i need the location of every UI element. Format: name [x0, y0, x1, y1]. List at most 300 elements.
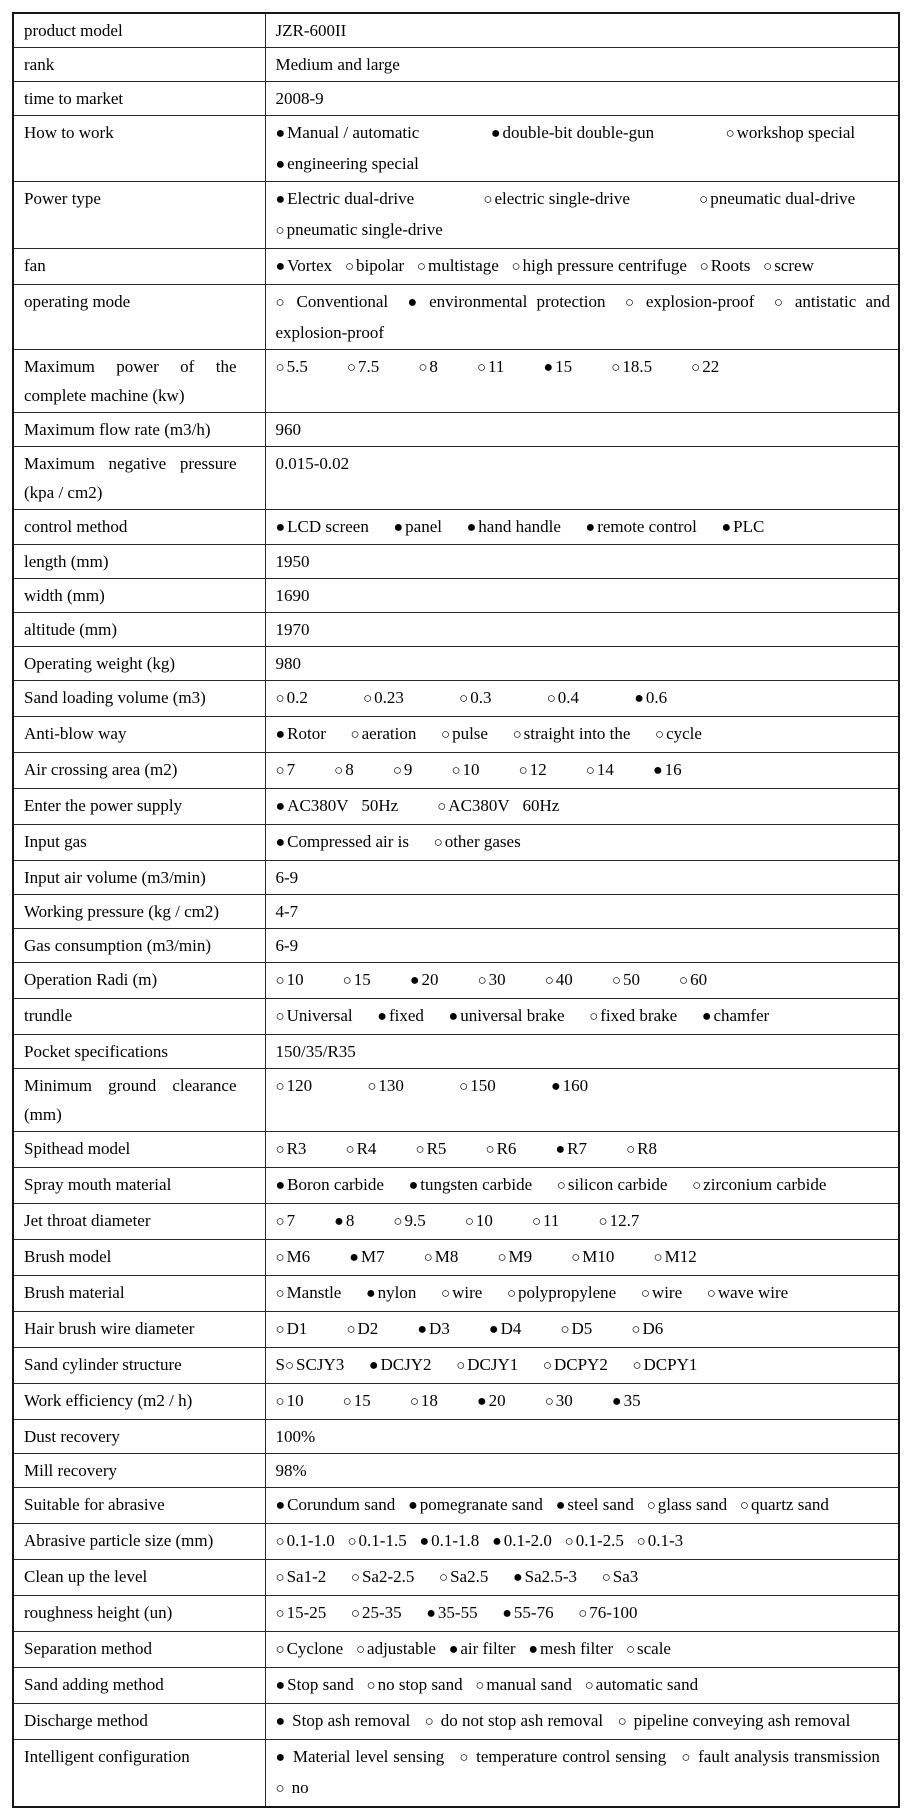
option — [507, 1278, 616, 1309]
option-text: workshop special — [736, 123, 856, 142]
option — [276, 965, 304, 996]
option-text: pneumatic dual-drive — [710, 189, 856, 208]
option — [346, 1314, 378, 1345]
option-text: 22 — [702, 357, 720, 376]
table-row — [13, 1704, 899, 1740]
radio-unselected-icon: ○ — [275, 973, 285, 989]
option-text: R4 — [356, 1139, 377, 1158]
row-value — [265, 579, 899, 613]
table-row — [13, 1454, 899, 1488]
table-row — [13, 1069, 899, 1132]
row-label: How to work — [13, 116, 265, 182]
row-value — [265, 1560, 899, 1596]
option — [589, 1001, 677, 1032]
option-text: Manual / automatic — [287, 123, 420, 142]
option-text: DCJY2 — [380, 1355, 432, 1374]
option — [343, 1386, 371, 1417]
row-label: Separation method — [13, 1632, 265, 1668]
option — [276, 1278, 342, 1309]
row-label: Operation Radi (m) — [13, 963, 265, 999]
option-text: environmental protection — [429, 292, 606, 311]
radio-selected-icon: ● — [490, 125, 501, 142]
option-text: Boron carbide — [287, 1175, 384, 1194]
option — [276, 1747, 445, 1766]
option — [634, 683, 667, 713]
table-row — [13, 1740, 899, 1808]
option-text: 10 — [286, 970, 304, 989]
value-text: 1970 — [275, 620, 310, 639]
radio-selected-icon: ● — [275, 191, 286, 208]
radio-unselected-icon: ○ — [346, 360, 356, 376]
option — [465, 1206, 493, 1237]
radio-selected-icon: ● — [555, 1497, 566, 1514]
radio-selected-icon: ● — [555, 1141, 566, 1158]
option — [556, 1134, 588, 1164]
option-text: nylon — [377, 1283, 417, 1302]
option — [410, 965, 439, 995]
table-row — [13, 249, 899, 285]
table-row — [13, 1560, 899, 1596]
radio-selected-icon: ● — [275, 519, 286, 536]
row-value — [265, 1240, 899, 1276]
radio-unselected-icon: ○ — [626, 1142, 636, 1158]
value-text: 2008-9 — [275, 89, 324, 108]
radio-selected-icon: ● — [275, 1713, 286, 1730]
row-value — [265, 1276, 899, 1312]
row-label: Gas consumption (m3/min) — [13, 929, 265, 963]
option — [441, 719, 488, 750]
row-label: Air crossing area (m2) — [13, 753, 265, 789]
option-text: M7 — [360, 1247, 385, 1266]
radio-unselected-icon: ○ — [366, 1678, 376, 1694]
radio-unselected-icon: ○ — [589, 1009, 599, 1025]
row-label: time to market — [13, 82, 265, 116]
radio-unselected-icon: ○ — [578, 1606, 588, 1622]
table-row — [13, 545, 899, 579]
option — [699, 184, 855, 215]
option-text: silicon carbide — [567, 1175, 668, 1194]
option — [459, 683, 491, 714]
option — [740, 1490, 829, 1521]
radio-unselected-icon: ○ — [275, 1606, 285, 1622]
row-label: Spithead model — [13, 1132, 265, 1168]
option — [441, 1278, 482, 1309]
option-text: Stop ash removal — [292, 1711, 411, 1730]
option-text: wave wire — [717, 1283, 789, 1302]
option-text: R8 — [637, 1139, 658, 1158]
radio-unselected-icon: ○ — [617, 1714, 627, 1730]
radio-selected-icon: ● — [448, 1008, 459, 1025]
radio-selected-icon: ● — [275, 156, 286, 173]
option — [721, 512, 764, 542]
option-text: glass sand — [657, 1495, 728, 1514]
option — [551, 1071, 588, 1101]
option-text: D6 — [642, 1319, 664, 1338]
option-text: Sa3 — [612, 1567, 639, 1586]
row-value — [265, 1312, 899, 1348]
row-label: Operating weight (kg) — [13, 647, 265, 681]
table-row — [13, 717, 899, 753]
option-text: 15 — [353, 1391, 371, 1410]
radio-unselected-icon: ○ — [393, 1214, 403, 1230]
row-value — [265, 681, 899, 717]
row-label: Working pressure (kg / cm2) — [13, 895, 265, 929]
option — [366, 1278, 416, 1308]
option-text: R6 — [496, 1139, 517, 1158]
radio-selected-icon: ● — [512, 1569, 523, 1586]
value-text: 1950 — [275, 552, 310, 571]
radio-unselected-icon: ○ — [409, 1394, 419, 1410]
option-text: M6 — [286, 1247, 311, 1266]
radio-unselected-icon: ○ — [415, 1142, 425, 1158]
radio-selected-icon: ● — [365, 1285, 376, 1302]
option — [409, 1170, 533, 1200]
radio-unselected-icon: ○ — [611, 973, 621, 989]
table-row — [13, 999, 899, 1035]
table-row — [13, 681, 899, 717]
value-text: 0.015-0.02 — [275, 454, 350, 473]
row-value — [265, 999, 899, 1035]
radio-unselected-icon: ○ — [347, 1534, 357, 1550]
radio-selected-icon: ● — [476, 1393, 487, 1410]
option — [276, 1071, 313, 1102]
option-text: Corundum sand — [287, 1495, 396, 1514]
row-label: Abrasive particle size (mm) — [13, 1524, 265, 1560]
option-text: no stop sand — [377, 1675, 463, 1694]
option-text: 160 — [562, 1076, 589, 1095]
option-text: SCJY3 — [296, 1355, 345, 1374]
radio-unselected-icon: ○ — [275, 1534, 285, 1550]
option — [477, 1386, 506, 1416]
option-text: 0.3 — [470, 688, 492, 707]
row-value — [265, 13, 899, 48]
table-row — [13, 929, 899, 963]
row-label: Dust recovery — [13, 1420, 265, 1454]
radio-unselected-icon: ○ — [367, 1079, 377, 1095]
option — [545, 965, 573, 996]
row-label: Mill recovery — [13, 1454, 265, 1488]
option — [544, 352, 573, 382]
option-text: Sa1-2 — [286, 1567, 327, 1586]
radio-unselected-icon: ○ — [342, 1394, 352, 1410]
option — [351, 1598, 402, 1629]
table-row — [13, 182, 899, 249]
option — [343, 965, 371, 996]
option-text: high pressure centrifuge — [522, 256, 687, 275]
option-text: adjustable — [367, 1639, 436, 1658]
option-text: 7.5 — [357, 357, 380, 376]
radio-unselected-icon: ○ — [544, 973, 554, 989]
option-text: Universal — [286, 1006, 353, 1025]
radio-unselected-icon: ○ — [392, 763, 402, 779]
option — [439, 1562, 488, 1593]
option — [491, 118, 654, 148]
option — [276, 1350, 345, 1381]
row-value — [265, 753, 899, 789]
row-label: Power type — [13, 182, 265, 249]
radio-unselected-icon: ○ — [275, 1009, 285, 1025]
option-text: Stop sand — [287, 1675, 354, 1694]
option — [586, 512, 697, 542]
option — [486, 1134, 517, 1165]
radio-selected-icon: ● — [275, 125, 286, 142]
table-row — [13, 82, 899, 116]
option-text: R3 — [286, 1139, 307, 1158]
radio-unselected-icon: ○ — [344, 259, 354, 275]
option — [276, 1711, 411, 1730]
radio-unselected-icon: ○ — [350, 1606, 360, 1622]
radio-selected-icon: ● — [334, 1213, 344, 1230]
option-text: 76-100 — [589, 1603, 638, 1622]
radio-unselected-icon: ○ — [691, 360, 701, 376]
table-row — [13, 861, 899, 895]
row-value — [265, 613, 899, 647]
option-text: 30 — [488, 970, 506, 989]
option-text: zirconium carbide — [703, 1175, 827, 1194]
option-text: 30 — [555, 1391, 573, 1410]
radio-unselected-icon: ○ — [763, 259, 773, 275]
row-value — [265, 1420, 899, 1454]
option — [625, 292, 755, 311]
option-text: 0.1-3 — [647, 1531, 684, 1550]
option — [347, 1526, 406, 1557]
option-text: 9 — [403, 760, 413, 779]
option-text: 11 — [488, 357, 505, 376]
radio-unselected-icon: ○ — [571, 1250, 581, 1266]
table-row — [13, 1204, 899, 1240]
option — [692, 1170, 826, 1201]
option-text: 35 — [623, 1391, 641, 1410]
value-text: 6-9 — [275, 868, 299, 887]
radio-unselected-icon: ○ — [459, 1079, 469, 1095]
option-text: other gases — [444, 832, 521, 851]
value-text: 960 — [275, 420, 301, 439]
option-text: hand handle — [478, 517, 561, 536]
table-row — [13, 1632, 899, 1668]
radio-selected-icon: ● — [528, 1641, 539, 1658]
table-row — [13, 447, 899, 510]
option-text: manual sand — [486, 1675, 572, 1694]
radio-selected-icon: ● — [466, 519, 477, 536]
radio-unselected-icon: ○ — [441, 727, 451, 743]
row-value — [265, 717, 899, 753]
radio-unselected-icon: ○ — [476, 360, 487, 376]
option — [681, 1747, 879, 1766]
radio-selected-icon: ● — [368, 1357, 379, 1374]
option-text: AC380V 60Hz — [448, 796, 560, 815]
table-row — [13, 1596, 899, 1632]
table-row — [13, 1035, 899, 1069]
row-value — [265, 1348, 899, 1384]
option — [276, 1001, 353, 1032]
option — [351, 1562, 414, 1593]
row-label: trundle — [13, 999, 265, 1035]
option — [626, 1634, 671, 1665]
option-text: no — [291, 1778, 309, 1797]
option — [416, 1134, 447, 1165]
radio-unselected-icon: ○ — [275, 1142, 285, 1158]
option — [602, 1562, 639, 1593]
option — [560, 1314, 592, 1345]
option-text: 55-76 — [513, 1603, 554, 1622]
row-value — [265, 350, 899, 413]
row-value — [265, 789, 899, 825]
row-label: Sand adding method — [13, 1668, 265, 1704]
option-text: electric single-drive — [494, 189, 630, 208]
radio-selected-icon: ● — [417, 1321, 428, 1338]
value-text: 98% — [275, 1461, 307, 1480]
row-label: Minimum ground clearance (mm) — [13, 1069, 265, 1132]
row-label: Intelligent configuration — [13, 1740, 265, 1808]
option — [276, 184, 415, 214]
option — [585, 1670, 699, 1701]
row-value — [265, 1596, 899, 1632]
radio-unselected-icon: ○ — [275, 1214, 285, 1230]
option — [393, 512, 442, 542]
row-value — [265, 285, 899, 350]
radio-unselected-icon: ○ — [518, 763, 528, 779]
radio-unselected-icon: ○ — [506, 1286, 517, 1302]
table-row — [13, 1276, 899, 1312]
row-label: Input gas — [13, 825, 265, 861]
row-value — [265, 413, 899, 447]
radio-selected-icon: ● — [275, 1749, 286, 1766]
option-text: D4 — [500, 1319, 522, 1338]
option — [763, 251, 814, 282]
option — [557, 1170, 668, 1201]
option — [449, 1001, 565, 1031]
row-value — [265, 1454, 899, 1488]
radio-unselected-icon: ○ — [560, 1322, 570, 1338]
option — [276, 1386, 304, 1417]
option-text: double-bit double-gun — [502, 123, 655, 142]
option-text: bipolar — [356, 256, 405, 275]
value-text: 4-7 — [275, 902, 299, 921]
radio-unselected-icon: ○ — [653, 1250, 663, 1266]
table-row — [13, 48, 899, 82]
radio-unselected-icon: ○ — [636, 1534, 646, 1550]
option — [653, 755, 682, 785]
option — [276, 118, 420, 148]
option-text: Sa2-2.5 — [361, 1567, 415, 1586]
table-row — [13, 1132, 899, 1168]
option-text: 5.5 — [286, 357, 308, 376]
option — [347, 352, 379, 383]
option — [492, 1526, 552, 1556]
option-text: universal brake — [460, 1006, 565, 1025]
option-text: Compressed air is — [287, 832, 409, 851]
option — [437, 791, 559, 822]
row-value — [265, 1668, 899, 1704]
table-row — [13, 13, 899, 48]
option-text: 15 — [353, 970, 371, 989]
option — [679, 965, 707, 996]
option — [276, 1562, 327, 1593]
option — [276, 1598, 327, 1629]
option-text: fixed brake — [600, 1006, 678, 1025]
row-value — [265, 1132, 899, 1168]
option — [556, 1490, 634, 1520]
radio-unselected-icon: ○ — [725, 126, 735, 142]
option — [419, 1526, 479, 1556]
table-row — [13, 613, 899, 647]
spec-table-body — [13, 13, 899, 1807]
option — [417, 1314, 449, 1344]
option-text: 8 — [345, 1211, 355, 1230]
option-text: Material level sensing — [292, 1747, 445, 1766]
row-value — [265, 1704, 899, 1740]
radio-unselected-icon: ○ — [350, 1570, 360, 1586]
radio-unselected-icon: ○ — [456, 1358, 466, 1374]
option — [367, 1071, 404, 1102]
radio-selected-icon: ● — [393, 519, 404, 536]
row-label: Input air volume (m3/min) — [13, 861, 265, 895]
option-text: automatic sand — [595, 1675, 699, 1694]
row-value — [265, 1035, 899, 1069]
option-text: 9.5 — [404, 1211, 426, 1230]
row-label: rank — [13, 48, 265, 82]
radio-selected-icon: ● — [275, 1177, 286, 1194]
radio-selected-icon: ● — [275, 834, 286, 851]
option — [626, 1134, 657, 1165]
row-label: altitude (mm) — [13, 613, 265, 647]
row-label: Enter the power supply — [13, 789, 265, 825]
option-text: 15-25 — [286, 1603, 327, 1622]
radio-unselected-icon: ○ — [350, 727, 360, 743]
option-text: Roots — [710, 256, 751, 275]
radio-selected-icon: ● — [275, 1677, 286, 1694]
table-row — [13, 789, 899, 825]
option-text: pulse — [452, 724, 488, 743]
option — [483, 184, 630, 215]
row-value — [265, 929, 899, 963]
radio-unselected-icon: ○ — [275, 360, 285, 376]
option-text: temperature control sensing — [476, 1747, 667, 1766]
row-label: Jet throat diameter — [13, 1204, 265, 1240]
radio-unselected-icon: ○ — [275, 1642, 285, 1658]
row-value — [265, 1488, 899, 1524]
product-spec-table — [12, 12, 900, 1808]
option — [276, 683, 308, 714]
radio-unselected-icon: ○ — [451, 763, 461, 779]
radio-selected-icon: ● — [409, 972, 420, 989]
option-text: pomegranate sand — [419, 1495, 543, 1514]
row-value — [265, 1632, 899, 1668]
option — [276, 215, 443, 246]
option — [571, 1242, 614, 1273]
radio-selected-icon: ● — [275, 258, 286, 275]
row-label: Hair brush wire diameter — [13, 1312, 265, 1348]
option — [519, 755, 547, 786]
radio-unselected-icon: ○ — [564, 1534, 574, 1550]
option — [393, 1206, 425, 1237]
option-text: quartz sand — [750, 1495, 829, 1514]
radio-unselected-icon: ○ — [692, 1178, 702, 1194]
option-text: remote control — [597, 517, 697, 536]
radio-unselected-icon: ○ — [437, 799, 447, 815]
option — [363, 683, 404, 714]
row-label: length (mm) — [13, 545, 265, 579]
option-text: R5 — [426, 1139, 447, 1158]
table-row — [13, 895, 899, 929]
option-text: 0.4 — [557, 688, 579, 707]
radio-unselected-icon: ○ — [546, 691, 556, 707]
option-text: Cyclone — [286, 1639, 344, 1658]
option — [467, 512, 561, 542]
option-text: 7 — [286, 760, 296, 779]
option-text: do not stop ash removal — [440, 1711, 604, 1730]
table-row — [13, 1168, 899, 1204]
